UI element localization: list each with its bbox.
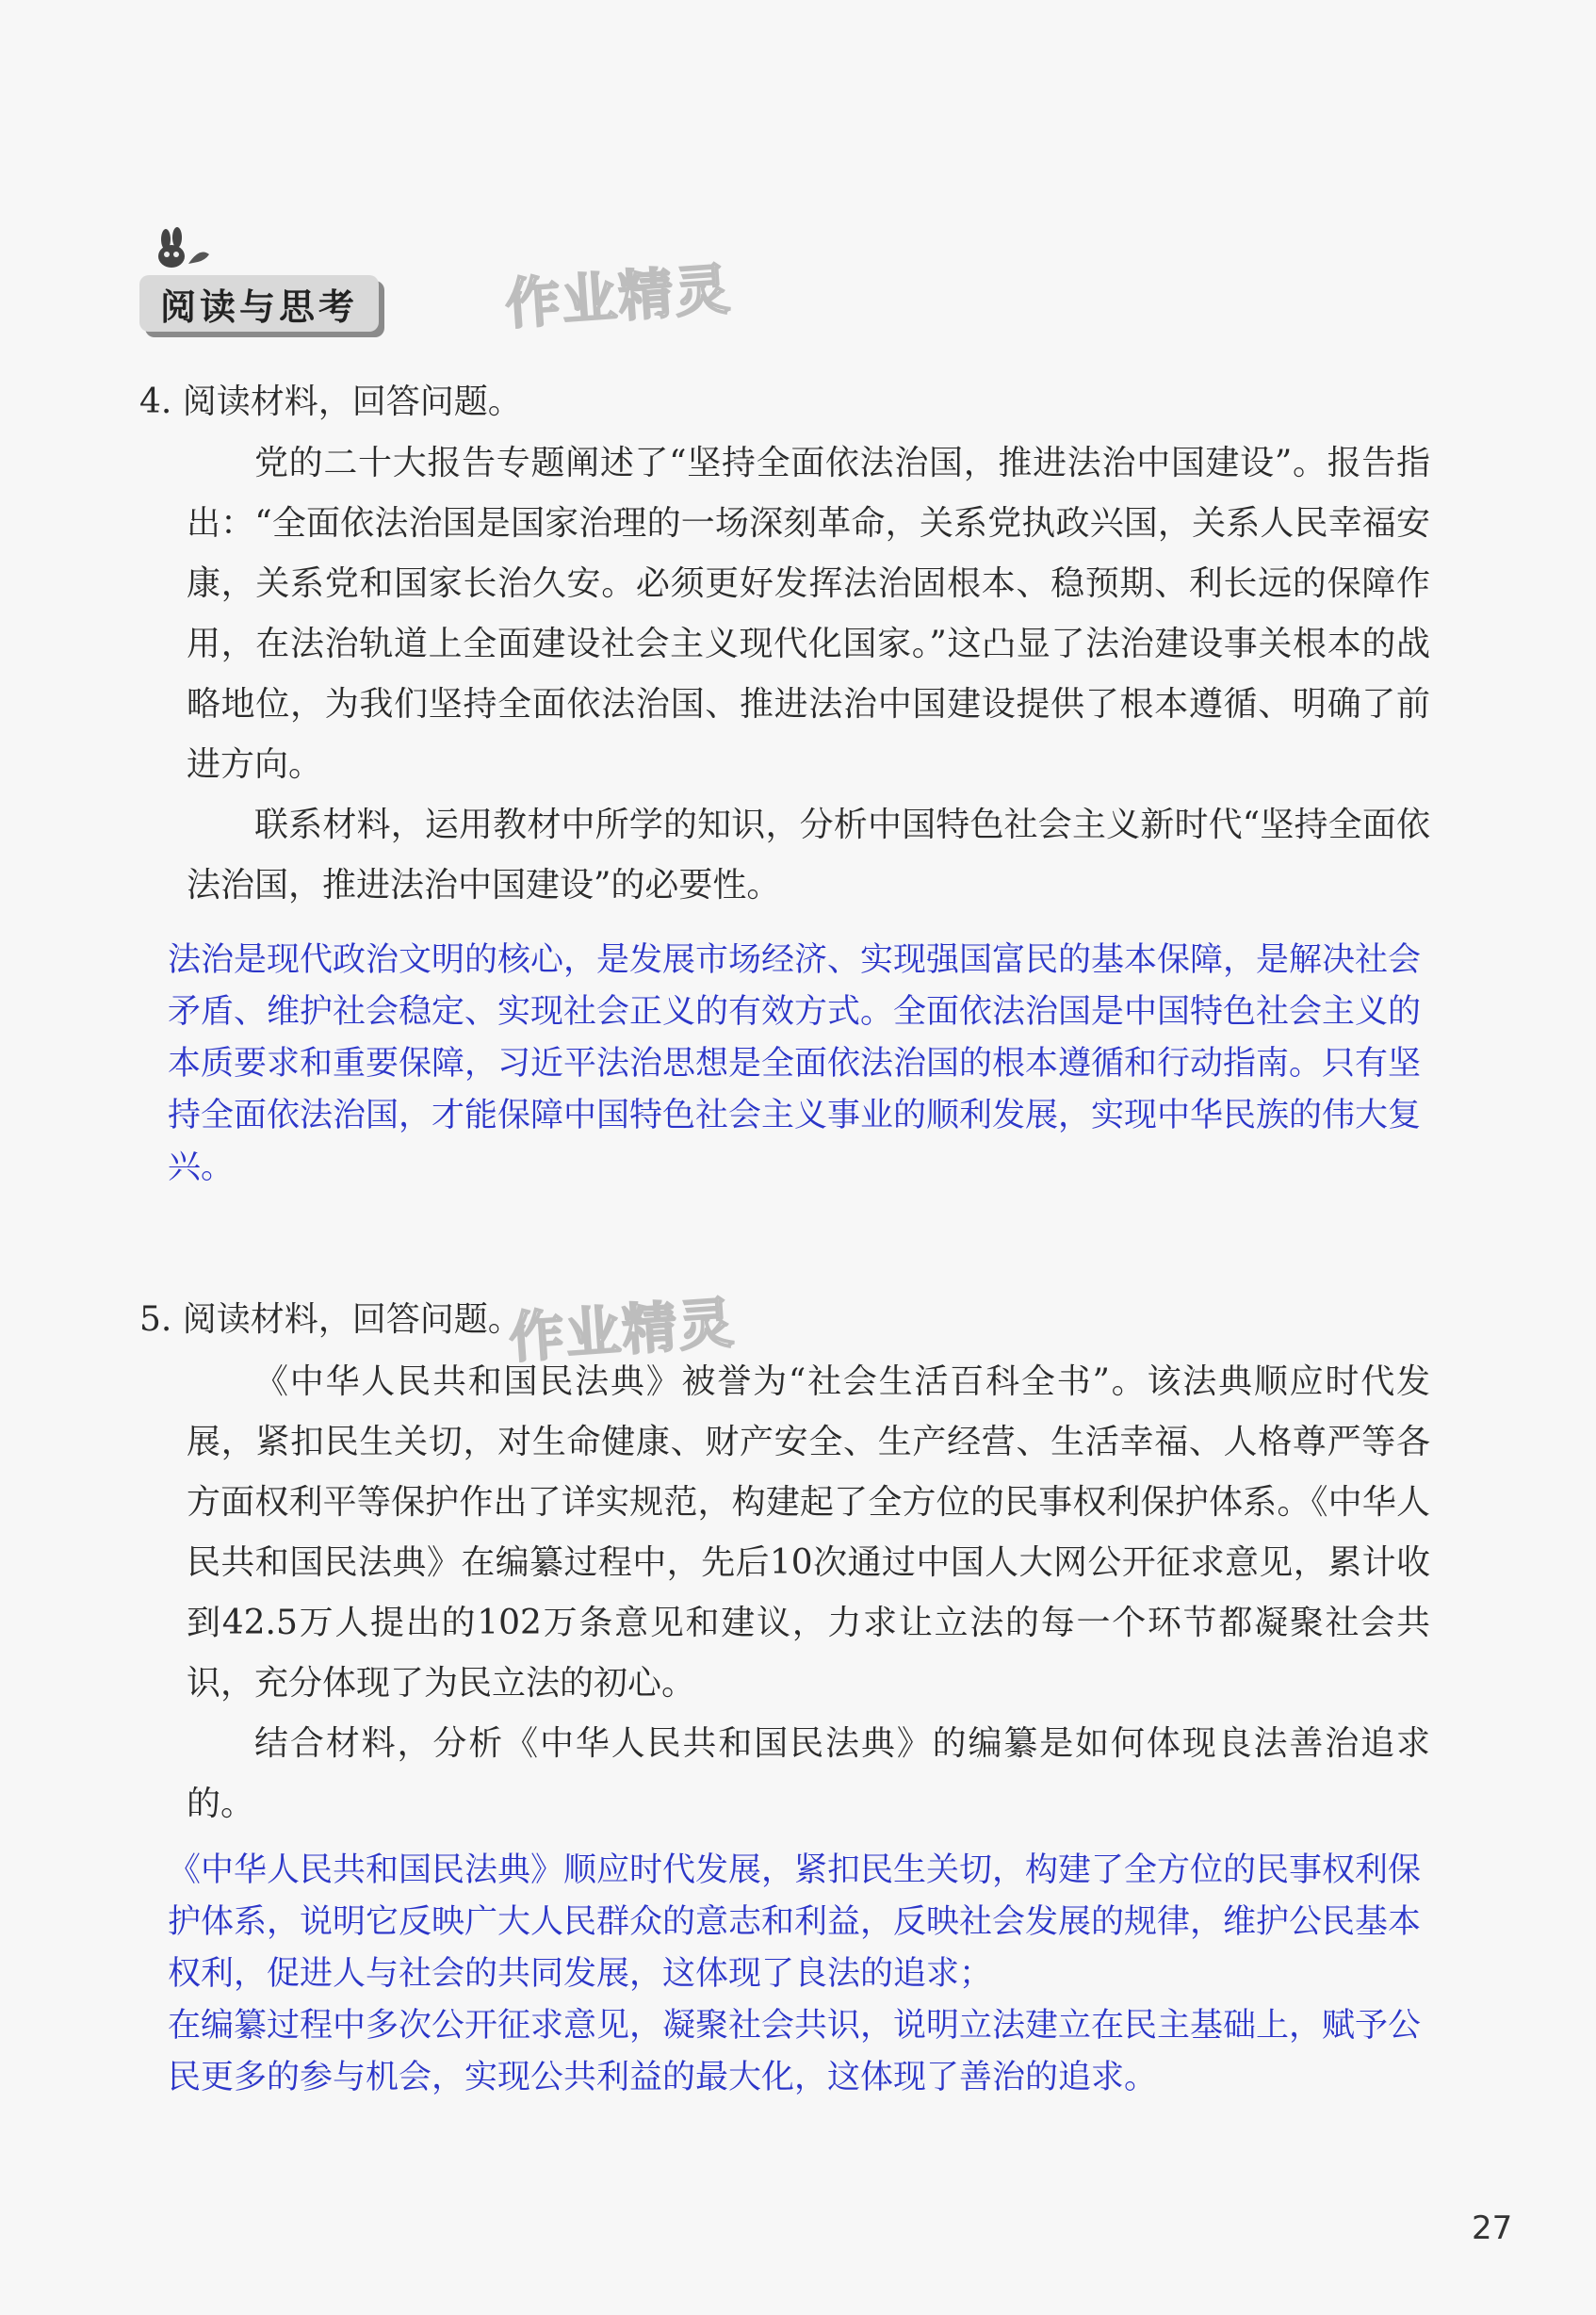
question-5-title: 5. 阅读材料，回答问题。: [139, 1300, 522, 1339]
watermark: 作业精灵: [507, 1290, 738, 1371]
section-title: 阅读与思考: [160, 285, 359, 328]
page-number: 27: [1472, 2209, 1513, 2247]
question-4-body: [187, 433, 1430, 916]
question-5-answer: [168, 1845, 1430, 2104]
question-4-material: 党的二十大报告专题阐述了“坚持全面依法治国，推进法治中国建设”。报告指出：“全面依法治国是国家治理的一场深刻革命，关系党执政兴国，关系人民幸福安康，关系党和国家长治久安。必须更好发挥法治固根本、稳预期、利长远的保障作用，在法治轨道上全面建设社会主义现代化国家。”这凸显了法治建设事关根本的战略地位，为我们坚持全面依法治国、推进法治中国建设提供了根本遵循、明确了前进方向。: [187, 444, 1430, 784]
question-5-prompt: 结合材料，分析《中华人民共和国民法典》的编纂是如何体现良法善治追求的。: [187, 1724, 1430, 1823]
question-5-answer-part2: 在编纂过程中多次公开征求意见，凝聚社会共识，说明立法建立在民主基础上，赋予公民更多的参与机会，实现公共利益的最大化，这体现了善治的追求。: [168, 2007, 1422, 2096]
watermark: 作业精灵: [503, 256, 734, 337]
question-5-body: [187, 1352, 1430, 1834]
section-title-badge: [139, 275, 379, 332]
question-5-material: 《中华人民共和国民法典》被誉为“社会生活百科全书”。该法典顺应时代发展，紧扣民生关切，对生命健康、财产安全、生产经营、生活幸福、人格尊严等各方面权利平等保护作出了详实规范，构建起了全方位的民事权利保护体系。《中华人民共和国民法典》在编纂过程中，先后10次通过中国人大网公开征求意见，累计收到42.5万人提出的102万条意见和建议，力求让立法的每一个环节都凝聚社会共识，充分体现了为民立法的初心。: [187, 1362, 1430, 1703]
question-4-prompt: 联系材料，运用教材中所学的知识，分析中国特色社会主义新时代“坚持全面依法治国，推进法治中国建设”的必要性。: [187, 806, 1430, 905]
question-4-title: 4. 阅读材料，回答问题。: [139, 383, 522, 421]
question-5-answer-part1: 《中华人民共和国民法典》顺应时代发展，紧扣民生关切，构建了全方位的民事权利保护体系，说明它反映广大人民群众的意志和利益，反映社会发展的规律，维护公民基本权利，促进人与社会的共同发展，这体现了良法的追求；: [168, 1851, 1422, 1993]
question-4-answer: 法治是现代政治文明的核心，是发展市场经济、实现强国富民的基本保障，是解决社会矛盾、维护社会稳定、实现社会正义的有效方式。全面依法治国是中国特色社会主义的本质要求和重要保障，习近平法治思想是全面依法治国的根本遵循和行动指南。只有坚持全面依法治国，才能保障中国特色社会主义事业的顺利发展，实现中华民族的伟大复兴。: [168, 941, 1422, 1186]
mascot-icon: [151, 219, 217, 275]
